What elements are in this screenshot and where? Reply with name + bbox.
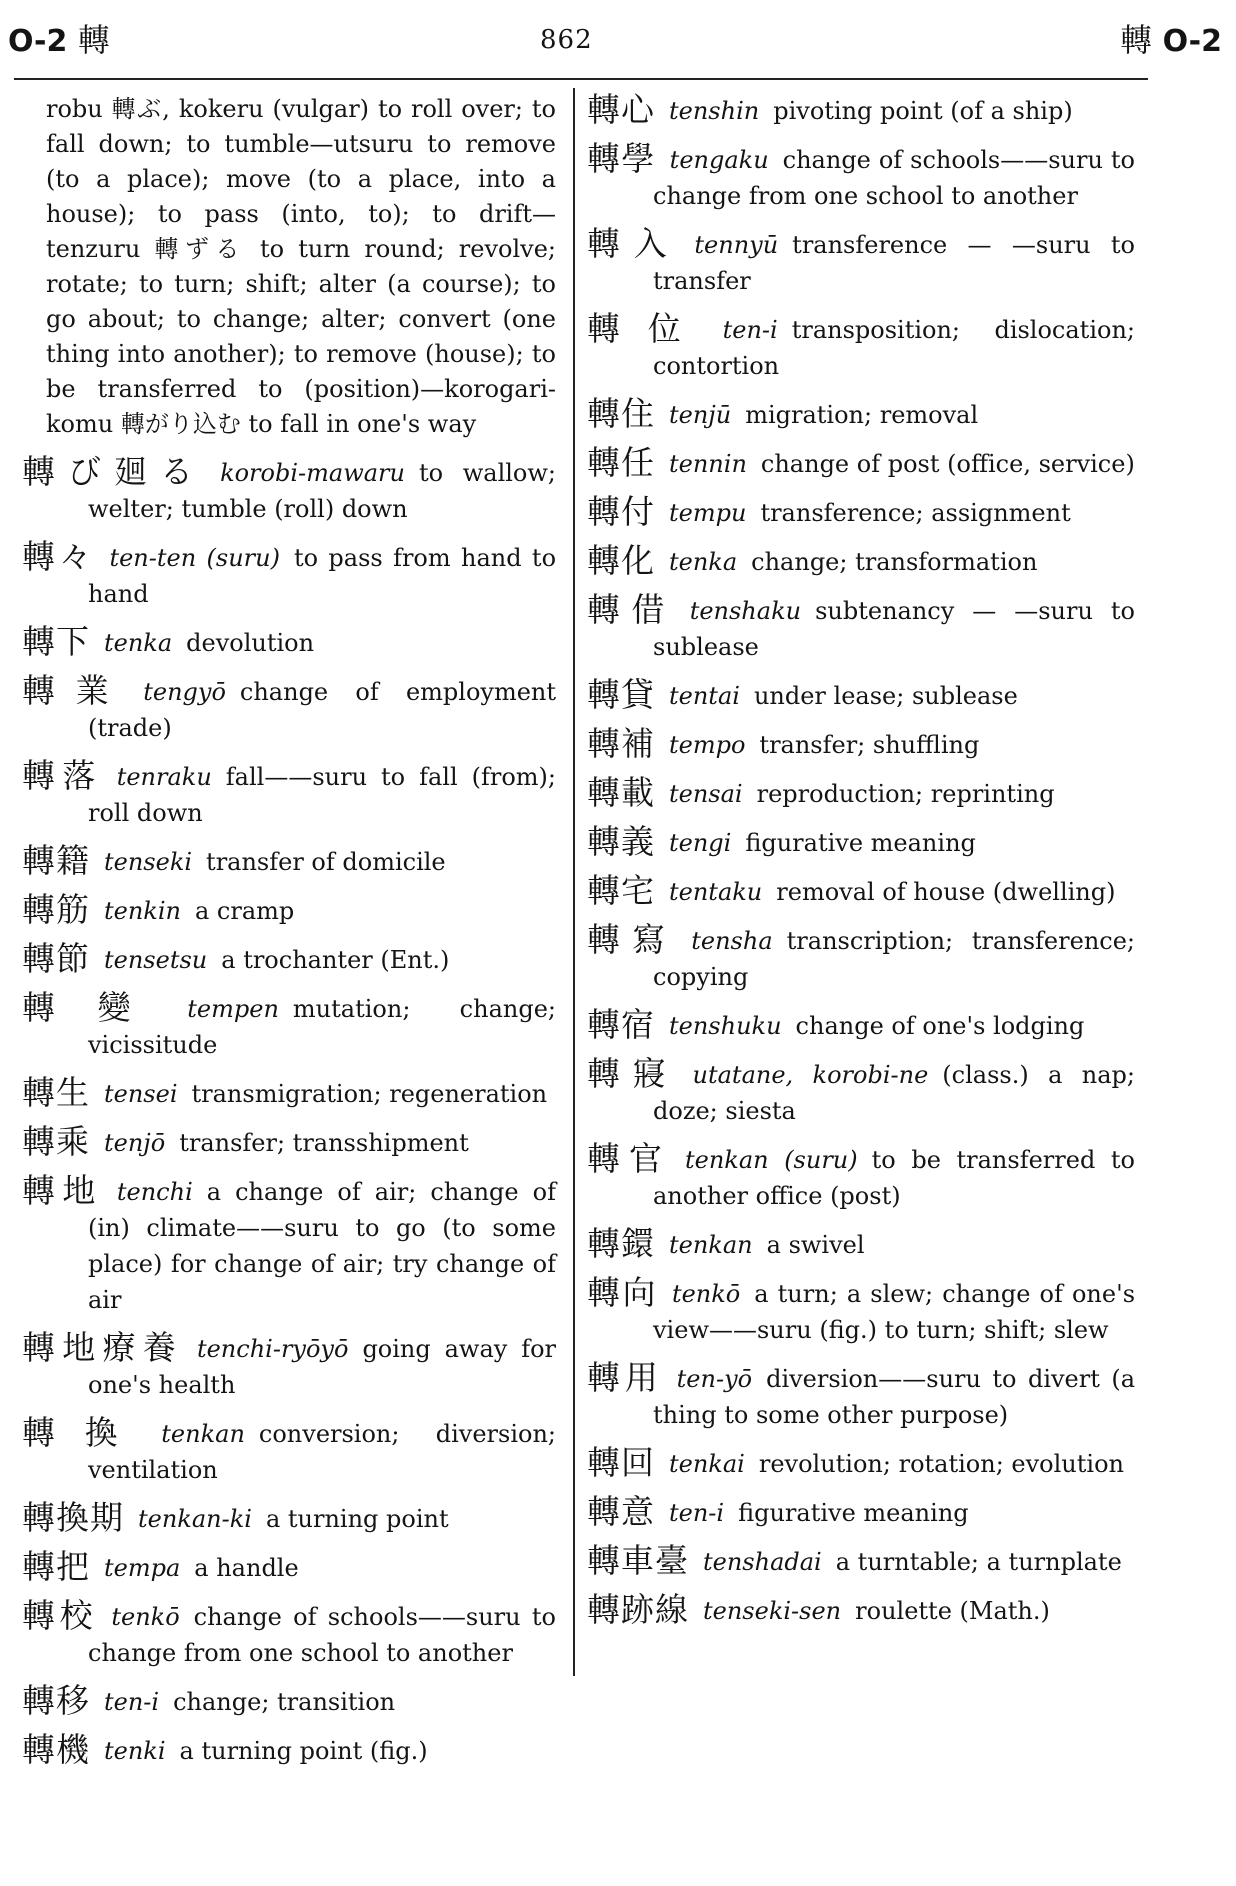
entry-headword: 轉宅 [587, 871, 655, 910]
entry-headword: 轉貸 [587, 675, 655, 714]
entry-headword: 轉寫 [587, 920, 678, 959]
dictionary-entry [22, 892, 556, 929]
entry-definition: mutation; change; vicissitude [88, 995, 556, 1059]
entry-headword: 轉換 [22, 1413, 148, 1452]
entry-definition: under lease; sublease [753, 682, 1018, 710]
entry-reading: tensei [104, 1080, 178, 1108]
entry-reading: tenraku [116, 763, 212, 791]
entry-reading: ten-i [669, 1499, 725, 1527]
entry-headword: 轉鐶 [587, 1224, 655, 1263]
running-head-right-kanji: 轉 [1120, 21, 1153, 59]
entry-headword: 轉校 [22, 1596, 98, 1635]
entry-headword: 轉業 [22, 671, 130, 710]
entry-headword: 轉化 [587, 541, 655, 580]
entry-definition: a change of air; change of (in) climate——suru to go (to some place) for change of air; try change of air [88, 1178, 557, 1314]
entry-reading: tenkan [161, 1420, 245, 1448]
entry-reading: tempen [187, 995, 279, 1023]
entry-definition: a turntable; a turnplate [835, 1548, 1122, 1576]
dictionary-entry [587, 1360, 1135, 1433]
entry-definition: a trochanter (Ent.) [221, 946, 450, 974]
entry-reading: tenseki-sen [703, 1597, 842, 1625]
dictionary-entry [22, 843, 556, 880]
entry-headword: 轉變 [22, 988, 174, 1027]
entry-headword: 轉筋 [22, 890, 90, 929]
page-number: 862 [540, 25, 593, 55]
entry-headword: 轉學 [587, 139, 656, 178]
entry-reading: tentai [669, 682, 740, 710]
dictionary-entry [22, 673, 556, 746]
entry-reading: tentaku [669, 878, 763, 906]
entry-definition: removal of house (dwelling) [776, 878, 1116, 906]
entry-reading: tenkin [104, 897, 181, 925]
entry-headword: 轉任 [587, 443, 655, 482]
entry-headword: 轉乘 [22, 1122, 90, 1161]
entry-definition: diversion——suru to divert (a thing to some other purpose) [653, 1365, 1135, 1429]
entry-definition: transfer; transshipment [179, 1129, 469, 1157]
dictionary-entry [22, 624, 556, 661]
entry-headword: 轉住 [587, 394, 655, 433]
entry-definition: change; transition [173, 1688, 396, 1716]
running-head-left [8, 22, 110, 60]
entry-definition: conversion; diversion; ventilation [88, 1420, 556, 1484]
entry-definition: a handle [194, 1554, 299, 1582]
left-entry-list [22, 454, 556, 1769]
entry-headword: 轉載 [587, 773, 655, 812]
entry-headword: 轉心 [587, 90, 655, 129]
entry-reading: ten-ten (suru) [109, 544, 280, 572]
entry-headword: 轉々 [22, 537, 96, 576]
dictionary-entry [22, 1732, 556, 1769]
entry-reading: tempu [669, 499, 747, 527]
dictionary-entry [587, 1494, 1135, 1531]
entry-reading: tennin [669, 450, 747, 478]
continued-entry: robu 轉ぶ, kokeru (vulgar) to roll over; to fall down; to tumble—utsuru to remove (to a place); move (to a place, into a house); to pass (into, to); to drift—tenzuru 轉ずる to turn round; revolve; rotate; to turn; shift; alter (a course); to go about; to change; alter; convert (one thing into another); to remove (house); to be transferred to (position)—korogari-komu 轉がり込む to fall in one's way [46, 95, 556, 438]
entry-headword: 轉跡線 [587, 1590, 689, 1629]
entry-headword: 轉機 [22, 1730, 90, 1769]
entry-headword: 轉宿 [587, 1005, 655, 1044]
entry-headword: 轉車臺 [587, 1541, 689, 1580]
entry-definition: transference — —suru to transfer [653, 231, 1135, 295]
entry-reading: tenseki [104, 848, 193, 876]
left-column [22, 92, 556, 1781]
dictionary-entry [587, 445, 1135, 482]
entry-reading: tenshuku [669, 1012, 782, 1040]
entry-headword: 轉義 [587, 822, 655, 861]
entry-reading: tensha [691, 927, 773, 955]
dictionary-entry [587, 1141, 1135, 1214]
dictionary-entry [587, 311, 1135, 384]
entry-headword: 轉意 [587, 1492, 655, 1531]
dictionary-entry [587, 775, 1135, 812]
right-entry-list [587, 92, 1135, 1629]
entry-definition: transposition; dislocation; contortion [653, 316, 1135, 380]
entry-definition: a cramp [194, 897, 295, 925]
entry-definition: change; transformation [751, 548, 1038, 576]
entry-reading: tenshaku [689, 597, 802, 625]
dictionary-entry [587, 1445, 1135, 1482]
entry-definition: pivoting point (of a ship) [773, 97, 1073, 125]
entry-reading: tempa [104, 1554, 181, 1582]
entry-headword: 轉び廻る [22, 452, 207, 491]
dictionary-entry [22, 1598, 556, 1671]
dictionary-entry [587, 677, 1135, 714]
right-column [587, 92, 1135, 1641]
entry-definition: going away for one's health [88, 1335, 557, 1399]
entry-reading: tenshin [669, 97, 760, 125]
running-head-right [1120, 22, 1222, 60]
entry-reading: tenjō [104, 1129, 166, 1157]
dictionary-entry [22, 1075, 556, 1112]
entry-definition: change of employment (trade) [88, 678, 557, 742]
entry-reading: ten-yō [676, 1365, 753, 1393]
entry-reading: tensetsu [104, 946, 208, 974]
dictionary-entry [22, 758, 556, 831]
entry-headword: 轉補 [587, 724, 655, 763]
entry-definition: a turning point (fig.) [179, 1737, 428, 1765]
entry-reading: tenshadai [703, 1548, 822, 1576]
dictionary-entry [22, 1683, 556, 1720]
dictionary-entry [587, 396, 1135, 433]
entry-reading: tenka [104, 629, 173, 657]
entry-definition: migration; removal [745, 401, 979, 429]
entry-reading: tenka [669, 548, 738, 576]
entry-reading: tempo [669, 731, 746, 759]
entry-headword: 轉借 [587, 590, 676, 629]
entry-definition: transference; assignment [760, 499, 1071, 527]
entry-headword: 轉下 [22, 622, 90, 661]
entry-headword: 轉落 [22, 756, 103, 795]
entry-headword: 轉移 [22, 1681, 90, 1720]
entry-definition: roulette (Math.) [855, 1597, 1050, 1625]
header-rule [14, 78, 1148, 80]
entry-reading: tensai [669, 780, 743, 808]
entry-reading: tengi [669, 829, 732, 857]
dictionary-entry [22, 1500, 556, 1537]
entry-headword: 轉生 [22, 1073, 90, 1112]
entry-headword: 轉地 [22, 1171, 103, 1210]
entry-definition: change of schools——suru to change from one school to another [88, 1603, 556, 1667]
entry-reading: tenkan [669, 1231, 753, 1259]
entry-definition: (class.) a nap; doze; siesta [653, 1061, 1135, 1125]
entry-headword: 轉籍 [22, 841, 90, 880]
entry-reading: utatane, korobi-ne [692, 1061, 929, 1089]
entry-reading: tenkan (suru) [684, 1146, 858, 1174]
entry-definition: reproduction; reprinting [756, 780, 1055, 808]
entry-definition: a swivel [766, 1231, 865, 1259]
column-divider [573, 88, 575, 1676]
entry-definition: to be transferred to another office (post) [653, 1146, 1136, 1210]
entry-reading: tenkai [669, 1450, 745, 1478]
entry-definition: change of schools——suru to change from one school to another [653, 146, 1136, 210]
entry-definition: transmigration; regeneration [191, 1080, 548, 1108]
entry-definition: transfer; shuffling [759, 731, 980, 759]
entry-reading: ten-i [104, 1688, 160, 1716]
entry-reading: tenkan-ki [138, 1505, 252, 1533]
entry-headword: 轉節 [22, 939, 90, 978]
entry-reading: tengaku [669, 146, 769, 174]
entry-reading: tennyū [694, 231, 779, 259]
dictionary-entry [22, 1124, 556, 1161]
entry-reading: tenchi [116, 1178, 193, 1206]
entry-headword: 轉官 [587, 1139, 671, 1178]
dictionary-entry [587, 1592, 1135, 1629]
entry-reading: ten-i [722, 316, 778, 344]
entry-definition: change of post (office, service) [760, 450, 1135, 478]
entry-headword: 轉入 [587, 224, 681, 263]
entry-definition: fall——suru to fall (from); roll down [88, 763, 556, 827]
dictionary-entry [22, 1330, 556, 1403]
entry-definition: devolution [186, 629, 315, 657]
running-head-left-kanji: 轉 [77, 21, 110, 59]
dictionary-entry [587, 226, 1135, 299]
running-head-right-label: O-2 [1162, 24, 1222, 59]
entry-reading: tenchi-ryōyō [196, 1335, 349, 1363]
dictionary-entry [22, 454, 556, 527]
entry-definition: figurative meaning [745, 829, 976, 857]
running-head-left-label: O-2 [8, 24, 68, 59]
entry-definition: change of one's lodging [795, 1012, 1085, 1040]
dictionary-entry [587, 141, 1135, 214]
dictionary-entry [22, 990, 556, 1063]
dictionary-entry [587, 873, 1135, 910]
dictionary-entry [587, 92, 1135, 129]
entry-headword: 轉換期 [22, 1498, 124, 1537]
entry-headword: 轉向 [587, 1273, 658, 1312]
entry-reading: tenki [104, 1737, 166, 1765]
entry-definition: to pass from hand to hand [88, 544, 557, 608]
entry-definition: transfer of domicile [206, 848, 446, 876]
entry-reading: korobi-mawaru [220, 459, 405, 487]
dictionary-entry [587, 726, 1135, 763]
dictionary-entry [22, 539, 556, 612]
dictionary-entry [587, 543, 1135, 580]
dictionary-entry [587, 922, 1135, 995]
entry-headword: 轉回 [587, 1443, 655, 1482]
dictionary-entry [587, 494, 1135, 531]
entry-headword: 轉位 [587, 309, 709, 348]
entry-definition: a turning point [265, 1505, 449, 1533]
dictionary-entry [587, 592, 1135, 665]
entry-reading: tenkō [111, 1603, 180, 1631]
entry-headword: 轉付 [587, 492, 655, 531]
dictionary-entry [22, 1173, 556, 1318]
dictionary-entry [587, 1275, 1135, 1348]
entry-headword: 轉地療養 [22, 1328, 183, 1367]
entry-reading: tenkō [671, 1280, 741, 1308]
dictionary-entry [22, 941, 556, 978]
entry-definition: transcription; transference; copying [653, 927, 1136, 991]
dictionary-entry [587, 1543, 1135, 1580]
entry-reading: tengyō [143, 678, 226, 706]
dictionary-entry [587, 824, 1135, 861]
entry-headword: 轉把 [22, 1547, 90, 1586]
dictionary-entry [587, 1007, 1135, 1044]
entry-definition: a turn; a slew; change of one's view——suru (fig.) to turn; shift; slew [653, 1280, 1136, 1344]
dictionary-entry [22, 1549, 556, 1586]
entry-headword: 轉用 [587, 1358, 663, 1397]
dictionary-entry [587, 1056, 1135, 1129]
dictionary-entry [22, 1415, 556, 1488]
dictionary-entry [587, 1226, 1135, 1263]
entry-definition: to wallow; welter; tumble (roll) down [88, 459, 557, 523]
entry-definition: revolution; rotation; evolution [758, 1450, 1124, 1478]
entry-headword: 轉寢 [587, 1054, 679, 1093]
entry-definition: figurative meaning [738, 1499, 969, 1527]
entry-definition: subtenancy — —suru to sublease [653, 597, 1135, 661]
entry-reading: tenjū [669, 401, 732, 429]
